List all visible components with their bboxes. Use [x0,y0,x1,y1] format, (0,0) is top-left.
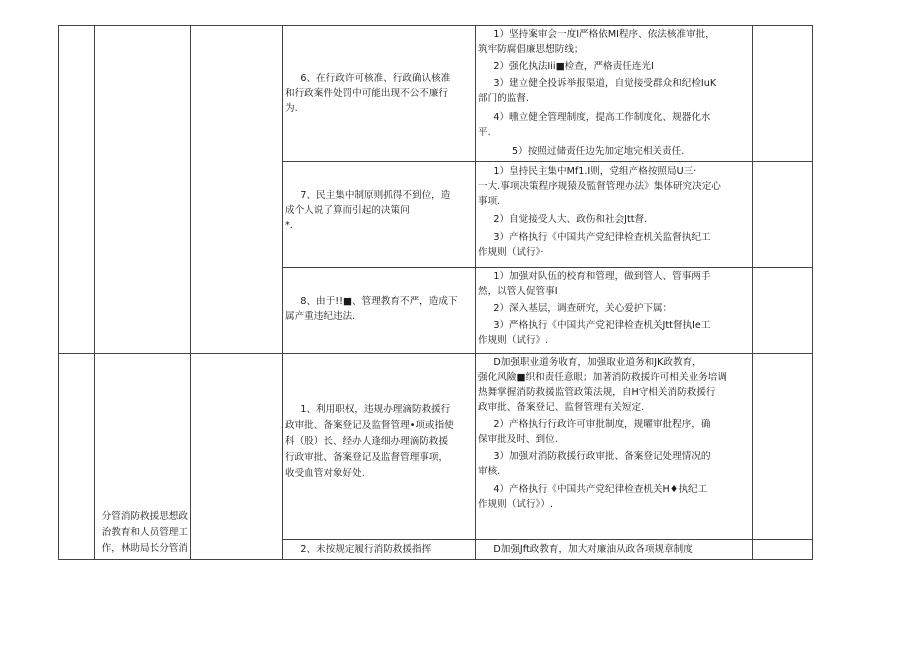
measure-line: 2）强化执法Iii■检查，严格责任连光Ⅰ [493,61,654,72]
post-cell [95,26,191,354]
risk-line: 政审批、备案登记及监督管理•项或指使 [285,420,454,431]
level-cell [191,26,283,354]
risk-line: 行政审批、备案登记及监督管理事项， [285,452,449,463]
risk-line: 成个人说了算而引起的决策问 [285,205,410,216]
measure-line: 作规则（试行》· [478,247,544,258]
risk-line: 属产重违纪违法. [285,311,356,322]
risk-line: 8、由于!!■、管理教育不严，造成下 [300,296,458,307]
risk-line: 收受血管对象好处. [285,468,365,479]
measure-line: 政审批、备案登记、监督管理有关短定. [478,402,645,413]
measure-line: 3）严格执行《中国共产党祀律检查机关Jtt督执Ie工 [493,320,711,331]
measure-line: 1）加强对队伍的校育和管理，做到管人、管事两手 [493,271,711,282]
index-cell [59,26,95,354]
post-cell [95,354,191,560]
measure-line: 部门的监督. [478,93,530,104]
measure-line: 审核. [478,466,501,477]
risk-table [58,25,813,560]
risk-line: 和行政案件处罚中可能出现不公不廉行 [285,88,449,99]
measures-cell [476,354,753,540]
measure-line: 2）深入基层，调查研究，关心爱护下属： [493,303,673,314]
measure-line: 4）产格执行《中国共产党纪律检查机关H♦执纪工 [493,484,708,495]
measure-line: 事项. [478,196,501,207]
measures-cell [476,268,753,354]
measures-cell [476,162,753,268]
risk-point-cell [283,268,476,354]
measure-line: 2）自觉接受人大、政伤和社会Jtt督. [493,214,648,225]
table-row [59,354,813,540]
measure-line: 3）产格执行《中国共产党纪律检查机关监督执纪工 [493,232,711,243]
notes-cell [753,268,813,354]
measure-line: D加强Jft政教育，加大对廉油从政各项规章制度 [493,544,693,555]
notes-cell [753,26,813,162]
risk-point-cell [283,162,476,268]
measure-line: 平. [478,127,491,138]
measure-line: 然，以管人促管事Ⅰ [478,286,558,297]
risk-line: 科（股）长、经办人逢细办理滴防救援 [285,436,449,447]
measure-line: 3）建立健全投诉举报渠道，自觉接受群众和纪检IuK [493,78,717,89]
risk-line: 2、未按规定履行消防救援指挥 [300,544,432,555]
risk-line: 1、利用职权，违规办理滴防救援行 [300,404,451,415]
measure-line: 一大.事项决策程序规猿及監督管理办法》集体研究决定心 [478,181,721,192]
risk-point-cell [283,540,476,560]
measure-line: 筑牢防腐倡廉思想防线； [478,44,584,55]
table-row [59,26,813,162]
measure-line: 2）产格执行行政许可审批制度，规曜审批程序，确 [493,419,711,430]
measure-line: 作规则（试行》. [478,335,549,346]
measures-cell [476,540,753,560]
index-cell [59,354,95,560]
post-description: 分管消防救援思想政治教育和人员管理工作，林助局长分管消 [101,511,188,554]
risk-line: *. [285,220,293,231]
risk-line: 为. [285,103,298,114]
risk-line: 7、民主集中制原则抓得不到位，造 [300,190,451,201]
measures-cell [476,26,753,162]
notes-cell [753,540,813,560]
measure-line: 3）加强对消防救援行政审批、备案登记处理情况的 [493,451,711,462]
measure-line: 4）曛立健全管理制度，提高工作制度化、规器化水 [493,112,711,123]
measure-line: 保审批及时、到位. [478,434,558,445]
measure-line: 热舞掌握消防救援监管政策法规，自H守相关消防救援行 [478,387,716,398]
level-cell [191,354,283,560]
measure-line: D加强职业道务收育，加强取业道务和JK政教育， [493,357,702,368]
notes-cell [753,354,813,540]
measure-line: 作规则（试行》）. [478,499,553,510]
measure-line: 1）皇持民主集中Mf1.I则，党组产格按照局U三· [493,166,697,177]
risk-point-cell [283,354,476,540]
measure-line: 1）坚持案审会一度Ⅰ严格依MI程序、依法核准审批， [493,29,715,40]
measure-line: 强化风險■织和责任意眼；加著消防救援许可相关业务培调 [478,372,727,383]
notes-cell [753,162,813,268]
risk-point-cell [283,26,476,162]
risk-line: 6、在行政许可核准、行政确认核准 [300,73,451,84]
measure-line: 5）按照过储责任边先加定地完相关责任. [512,146,685,157]
